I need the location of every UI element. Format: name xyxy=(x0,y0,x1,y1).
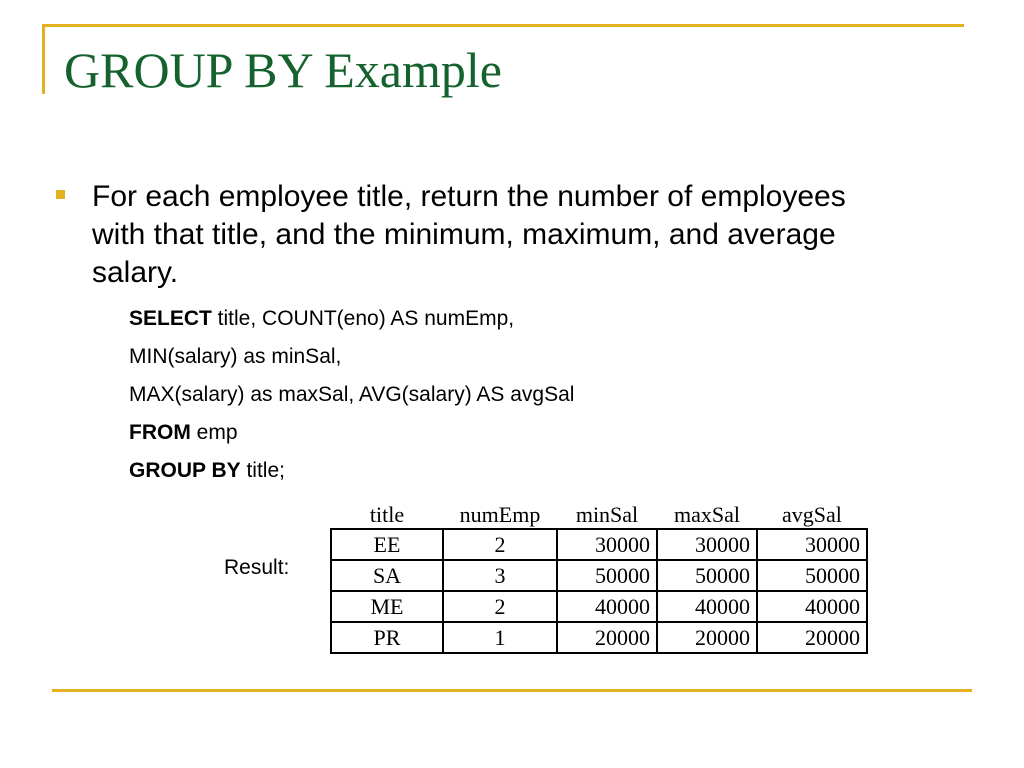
cell-numemp: 2 xyxy=(443,529,557,560)
cell-numemp: 3 xyxy=(443,560,557,591)
table-row xyxy=(331,529,867,560)
slide-title: GROUP BY Example xyxy=(64,42,502,98)
table-row xyxy=(331,591,867,622)
cell-title: PR xyxy=(331,622,443,653)
column-header-numemp: numEmp xyxy=(459,502,541,527)
cell-title: ME xyxy=(331,591,443,622)
cell-avgsal: 20000 xyxy=(757,622,867,653)
cell-numemp: 1 xyxy=(443,622,557,653)
cell-title: EE xyxy=(331,529,443,560)
cell-maxsal: 20000 xyxy=(657,622,757,653)
cell-avgsal: 40000 xyxy=(757,591,867,622)
sql-line-from xyxy=(129,414,574,452)
frame-bottom-accent-line xyxy=(52,689,972,692)
result-label: Result: xyxy=(224,556,290,579)
sql-line-group-by xyxy=(129,452,574,490)
sql-text: title, COUNT(eno) AS numEmp, xyxy=(211,307,515,330)
table-header-row xyxy=(331,502,867,529)
cell-maxsal: 50000 xyxy=(657,560,757,591)
sql-keyword: GROUP BY xyxy=(129,459,241,482)
cell-avgsal: 50000 xyxy=(757,560,867,591)
frame-top-accent-line xyxy=(42,24,964,27)
column-header-maxsal: maxSal xyxy=(674,502,740,527)
sql-text: MAX(salary) as maxSal, AVG(salary) AS avgSal xyxy=(129,383,575,406)
cell-minsal: 50000 xyxy=(557,560,657,591)
cell-maxsal: 30000 xyxy=(657,529,757,560)
frame-left-accent-line xyxy=(42,24,45,94)
column-header-avgsal: avgSal xyxy=(782,502,842,527)
cell-maxsal: 40000 xyxy=(657,591,757,622)
sql-keyword: FROM xyxy=(129,421,191,444)
sql-code-block xyxy=(129,300,574,490)
square-bullet-icon xyxy=(56,190,65,199)
sql-text: MIN(salary) as minSal, xyxy=(129,345,342,368)
table-row xyxy=(331,622,867,653)
cell-avgsal: 30000 xyxy=(757,529,867,560)
sql-keyword: SELECT xyxy=(129,307,212,330)
cell-minsal: 40000 xyxy=(557,591,657,622)
sql-text: title; xyxy=(240,459,285,482)
sql-line-min xyxy=(129,338,574,376)
cell-minsal: 30000 xyxy=(557,529,657,560)
sql-text: emp xyxy=(190,421,238,444)
sql-line-max-avg xyxy=(129,376,574,414)
cell-numemp: 2 xyxy=(443,591,557,622)
bullet-text: For each employee title, return the number of employees with that title, and the minimum, maximum, and average salary. xyxy=(92,180,846,289)
sql-line-select xyxy=(129,300,574,338)
result-table xyxy=(330,502,868,654)
column-header-minsal: minSal xyxy=(575,502,639,527)
table-row xyxy=(331,560,867,591)
cell-title: SA xyxy=(331,560,443,591)
column-header-title: title xyxy=(369,502,405,527)
cell-minsal: 20000 xyxy=(557,622,657,653)
